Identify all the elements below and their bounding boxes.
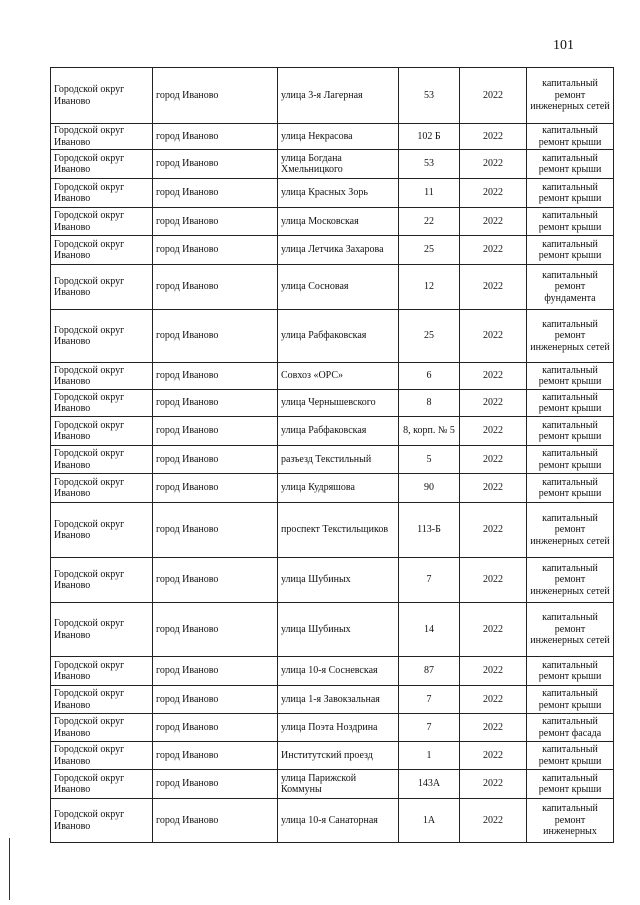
table-row [51, 417, 614, 446]
table-row [51, 770, 614, 799]
work-type-cell: капитальный ремонт инженерных сетей [527, 310, 614, 363]
street-cell: разъезд Текстильный [278, 446, 399, 474]
district-cell: Городской округ Иваново [51, 446, 153, 474]
district-cell: Городской округ Иваново [51, 742, 153, 770]
district-cell: Городской округ Иваново [51, 799, 153, 843]
year-cell: 2022 [460, 657, 527, 686]
house-number-cell: 102 Б [399, 124, 460, 150]
year-cell: 2022 [460, 558, 527, 603]
house-number-cell: 7 [399, 686, 460, 714]
district-cell: Городской округ Иваново [51, 363, 153, 390]
table-row [51, 657, 614, 686]
house-number-cell: 7 [399, 714, 460, 742]
house-number-cell: 53 [399, 68, 460, 124]
year-cell: 2022 [460, 503, 527, 558]
city-cell: город Иваново [153, 208, 278, 236]
city-cell: город Иваново [153, 714, 278, 742]
year-cell: 2022 [460, 390, 527, 417]
house-number-cell: 143А [399, 770, 460, 799]
street-cell: улица Московская [278, 208, 399, 236]
district-cell: Городской округ Иваново [51, 236, 153, 265]
house-number-cell: 113-Б [399, 503, 460, 558]
city-cell: город Иваново [153, 474, 278, 503]
street-cell: улица Некрасова [278, 124, 399, 150]
house-number-cell: 22 [399, 208, 460, 236]
district-cell: Городской округ Иваново [51, 390, 153, 417]
year-cell: 2022 [460, 179, 527, 208]
city-cell: город Иваново [153, 686, 278, 714]
street-cell: улица 10-я Санаторная [278, 799, 399, 843]
table-row [51, 236, 614, 265]
work-type-cell: капитальный ремонт крыши [527, 742, 614, 770]
city-cell: город Иваново [153, 179, 278, 208]
table-row [51, 363, 614, 390]
table-row [51, 446, 614, 474]
work-type-cell: капитальный ремонт фасада [527, 714, 614, 742]
work-type-cell: капитальный ремонт крыши [527, 150, 614, 179]
house-number-cell: 12 [399, 265, 460, 310]
house-number-cell: 53 [399, 150, 460, 179]
district-cell: Городской округ Иваново [51, 150, 153, 179]
year-cell: 2022 [460, 265, 527, 310]
district-cell: Городской округ Иваново [51, 265, 153, 310]
city-cell: город Иваново [153, 265, 278, 310]
house-number-cell: 25 [399, 236, 460, 265]
district-cell: Городской округ Иваново [51, 417, 153, 446]
street-cell: улица Кудряшова [278, 474, 399, 503]
year-cell: 2022 [460, 208, 527, 236]
year-cell: 2022 [460, 799, 527, 843]
work-type-cell: капитальный ремонт инженерных [527, 799, 614, 843]
table-row [51, 390, 614, 417]
district-cell: Городской округ Иваново [51, 686, 153, 714]
work-type-cell: капитальный ремонт крыши [527, 390, 614, 417]
house-number-cell: 90 [399, 474, 460, 503]
street-cell: улица Красных Зорь [278, 179, 399, 208]
year-cell: 2022 [460, 236, 527, 265]
district-cell: Городской округ Иваново [51, 124, 153, 150]
work-type-cell: капитальный ремонт крыши [527, 657, 614, 686]
house-number-cell: 1 [399, 742, 460, 770]
work-type-cell: капитальный ремонт инженерных сетей [527, 68, 614, 124]
house-number-cell: 7 [399, 558, 460, 603]
street-cell: улица Шубиных [278, 558, 399, 603]
year-cell: 2022 [460, 363, 527, 390]
page-number: 101 [553, 38, 574, 53]
work-type-cell: капитальный ремонт инженерных сетей [527, 603, 614, 657]
work-type-cell: капитальный ремонт крыши [527, 446, 614, 474]
table-row [51, 742, 614, 770]
year-cell: 2022 [460, 686, 527, 714]
year-cell: 2022 [460, 68, 527, 124]
year-cell: 2022 [460, 603, 527, 657]
work-type-cell: капитальный ремонт крыши [527, 474, 614, 503]
work-type-cell: капитальный ремонт крыши [527, 686, 614, 714]
city-cell: город Иваново [153, 558, 278, 603]
work-type-cell: капитальный ремонт крыши [527, 363, 614, 390]
table-row [51, 503, 614, 558]
table-row [51, 603, 614, 657]
house-number-cell: 87 [399, 657, 460, 686]
house-number-cell: 14 [399, 603, 460, 657]
work-type-cell: капитальный ремонт крыши [527, 417, 614, 446]
district-cell: Городской округ Иваново [51, 657, 153, 686]
work-type-cell: капитальный ремонт крыши [527, 124, 614, 150]
house-number-cell: 5 [399, 446, 460, 474]
table-row [51, 714, 614, 742]
work-type-cell: капитальный ремонт инженерных сетей [527, 503, 614, 558]
district-cell: Городской округ Иваново [51, 68, 153, 124]
table-row [51, 150, 614, 179]
house-number-cell: 11 [399, 179, 460, 208]
table-row [51, 265, 614, 310]
street-cell: улица Парижской Коммуны [278, 770, 399, 799]
district-cell: Городской округ Иваново [51, 179, 153, 208]
district-cell: Городской округ Иваново [51, 503, 153, 558]
street-cell: улица Шубиных [278, 603, 399, 657]
street-cell: улица Богдана Хмельницкого [278, 150, 399, 179]
work-type-cell: капитальный ремонт крыши [527, 236, 614, 265]
district-cell: Городской округ Иваново [51, 208, 153, 236]
table-row [51, 558, 614, 603]
street-cell: улица Рабфаковская [278, 417, 399, 446]
house-number-cell: 8 [399, 390, 460, 417]
street-cell: улица Рабфаковская [278, 310, 399, 363]
city-cell: город Иваново [153, 417, 278, 446]
city-cell: город Иваново [153, 310, 278, 363]
year-cell: 2022 [460, 770, 527, 799]
work-type-cell: капитальный ремонт фундамента [527, 265, 614, 310]
city-cell: город Иваново [153, 503, 278, 558]
street-cell: улица Поэта Ноздрина [278, 714, 399, 742]
street-cell: проспект Текстильщиков [278, 503, 399, 558]
city-cell: город Иваново [153, 68, 278, 124]
city-cell: город Иваново [153, 236, 278, 265]
repair-registry-table [50, 67, 614, 843]
street-cell: улица 3-я Лагерная [278, 68, 399, 124]
year-cell: 2022 [460, 417, 527, 446]
city-cell: город Иваново [153, 770, 278, 799]
work-type-cell: капитальный ремонт крыши [527, 208, 614, 236]
house-number-cell: 6 [399, 363, 460, 390]
table-body [51, 68, 614, 843]
table-row [51, 799, 614, 843]
table-row [51, 124, 614, 150]
house-number-cell: 8, корп. № 5 [399, 417, 460, 446]
year-cell: 2022 [460, 714, 527, 742]
street-cell: улица 1-я Завокзальная [278, 686, 399, 714]
street-cell: улица Сосновая [278, 265, 399, 310]
work-type-cell: капитальный ремонт инженерных сетей [527, 558, 614, 603]
street-cell: Институтский проезд [278, 742, 399, 770]
city-cell: город Иваново [153, 603, 278, 657]
year-cell: 2022 [460, 150, 527, 179]
house-number-cell: 25 [399, 310, 460, 363]
year-cell: 2022 [460, 474, 527, 503]
city-cell: город Иваново [153, 150, 278, 179]
district-cell: Городской округ Иваново [51, 474, 153, 503]
work-type-cell: капитальный ремонт крыши [527, 179, 614, 208]
city-cell: город Иваново [153, 657, 278, 686]
house-number-cell: 1А [399, 799, 460, 843]
street-cell: улица Летчика Захарова [278, 236, 399, 265]
city-cell: город Иваново [153, 446, 278, 474]
city-cell: город Иваново [153, 124, 278, 150]
year-cell: 2022 [460, 310, 527, 363]
district-cell: Городской округ Иваново [51, 558, 153, 603]
district-cell: Городской округ Иваново [51, 310, 153, 363]
city-cell: город Иваново [153, 799, 278, 843]
work-type-cell: капитальный ремонт крыши [527, 770, 614, 799]
district-cell: Городской округ Иваново [51, 714, 153, 742]
city-cell: город Иваново [153, 363, 278, 390]
year-cell: 2022 [460, 446, 527, 474]
year-cell: 2022 [460, 742, 527, 770]
table-row [51, 310, 614, 363]
street-cell: Совхоз «ОРС» [278, 363, 399, 390]
table-row [51, 208, 614, 236]
street-cell: улица Чернышевского [278, 390, 399, 417]
margin-line [9, 838, 10, 900]
city-cell: город Иваново [153, 390, 278, 417]
table-row [51, 179, 614, 208]
table-row [51, 686, 614, 714]
district-cell: Городской округ Иваново [51, 603, 153, 657]
table-row [51, 474, 614, 503]
district-cell: Городской округ Иваново [51, 770, 153, 799]
city-cell: город Иваново [153, 742, 278, 770]
year-cell: 2022 [460, 124, 527, 150]
table-row [51, 68, 614, 124]
street-cell: улица 10-я Сосневская [278, 657, 399, 686]
